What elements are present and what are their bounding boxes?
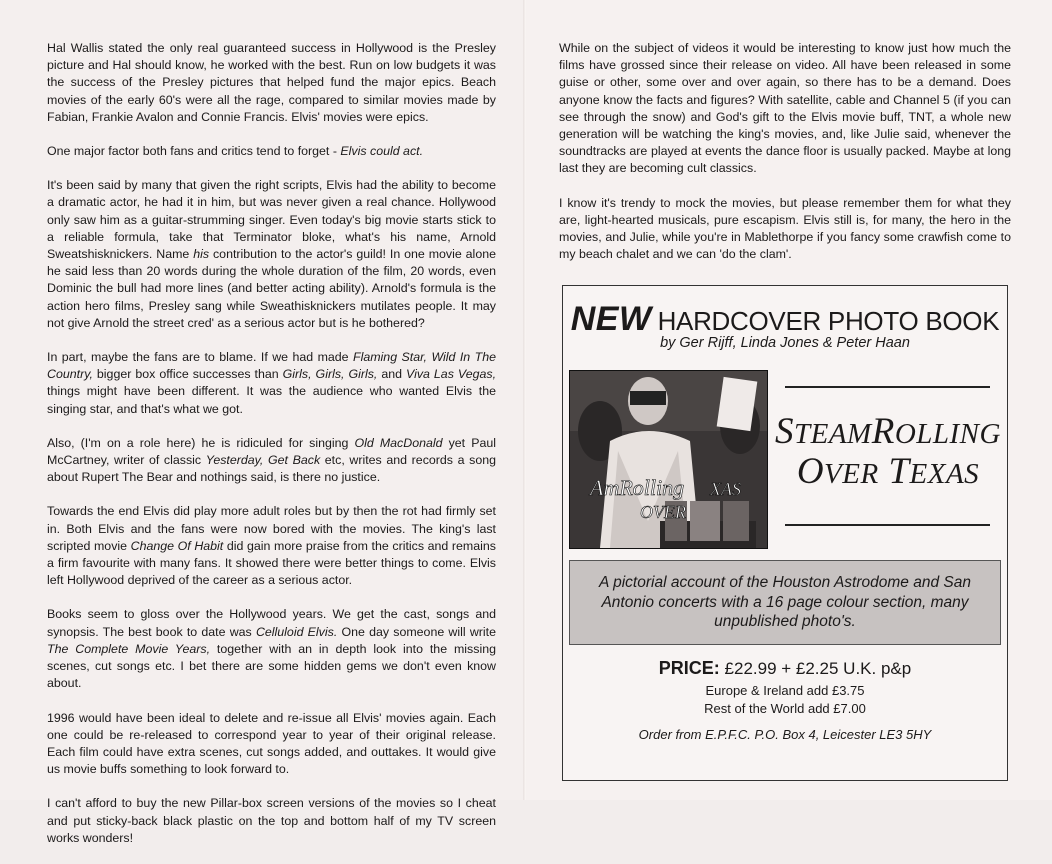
advert-headline-text: HARDCOVER PHOTO BOOK [657, 306, 1000, 336]
article-paragraph: In part, maybe the fans are to blame. If we had made Flaming Star, Wild In The Country, bigger box office successes than Girls, Girls, Girls, and Viva Las Vegas, things might have been different. It was the audience who wanted Elvis the singing star, and that's what we got. [47, 350, 497, 416]
article-paragraph: Towards the end Elvis did play more adult roles but by then the rot had firmly set in. Both Elvis and the fans were now bored with the movies. The king's last scripted movie Change Of Habit did gain more praise from the critics and remains a firm favourite with many fans. It showed there were better things to come. Elvis left Hollywood deprived of the career as a serious actor. [47, 504, 496, 588]
world-shipping: Rest of the World add £7.00 [704, 701, 866, 716]
price-label: PRICE: [658, 658, 720, 678]
article-paragraph: Books seem to gloss over the Hollywood years. We get the cast, songs and synopsis. The best book to date was Celluloid Elvis. One day someone will write The Complete Movie Years, together with an in depth look into the missing scenes, cut songs etc. I bet there are some hidden gems we don't even know about. [47, 607, 496, 691]
article-paragraph: Also, (I'm on a role here) he is ridiculed for singing Old MacDonald yet Paul McCartney, writer of classic Yesterday, Get Back etc, writes and records a song about Rupert The Bear and nothings said, is there no justice. [47, 435, 497, 485]
book-cover-photo [569, 370, 768, 549]
advert-new-label: NEW [570, 300, 652, 338]
advert-authors: by Ger Rijff, Linda Jones & Peter Haan [660, 335, 910, 351]
svg-text:OVER: OVER [640, 502, 686, 522]
book-title-line-1: STEAMROLLING [775, 411, 1001, 452]
left-article-column [47, 40, 496, 864]
article-paragraph: Hal Wallis stated the only real guaranteed success in Hollywood is the Presley picture and Hal should know, he worked with the best. Run on low budgets it was the success of the Presley pictures that helped fund the major epics. Beach movies of the early 60's were all the rage, compared to similar movies made by Fabian, Frankie Avalon and Connie Francis. Elvis' movies were epics. [47, 41, 496, 124]
right-article-column [559, 40, 1011, 280]
article-paragraph: It's been said by many that given the right scripts, Elvis had the ability to become a dramatic actor, he had it in him, but was never given a real chance. Hollywood only saw him as a guitar-strumming singer. Even today's big movie starts stick to a reliable formula, take that Terminator bloke, what's his name, Arnold Sweatshisknickers. Name his contribution to the actor's guild! In one movie alone he said less than 20 words during the whole duration of the film, 20 words, even Dominic the bull had more lines (and better acting ability). Arnold's formula is the action hero films, Presley sang while Sweathisknickers mutilates people. It may not give Arnold the street cred' as a serious actor but is he bothered? [47, 178, 496, 330]
title-top-rule [785, 386, 990, 388]
book-title-line-2: OVER TEXAS [796, 451, 980, 492]
article-paragraph: I can't afford to buy the new Pillar-box screen versions of the movies so I cheat and put sticky-back black plastic on the top and bottom half of my TV screen works wonders! [47, 796, 496, 845]
article-paragraph: While on the subject of videos it would be interesting to know just how much the films have grossed since their release on video. All have been released in some guise or other, some over and over again, so there has to be a demand. Does anyone know the facts and figures? With satellite, cable and Channel 5 (if you can see through the snow) and God's gift to the Elvis movie buff, TNT, a whole new generation will be watching the king's movies, and, like Julie said, whenever the soundtracks are played at events the dance floor is usually packed. Maybe at long last they are becoming cult classics. [559, 41, 1011, 176]
article-paragraph: I know it's trendy to mock the movies, but please remember them for what they are, light-hearted musicals, pure escapism. Elvis still is, for many, the hero in the movies, and Julie, while you're in Mablethorpe if you fancy some crawfish come to my beach chalet and we can 'do the clam'. [559, 195, 1011, 262]
article-paragraph: One major factor both fans and critics tend to forget - Elvis could act. [47, 144, 424, 159]
advert-description-text: A pictorial account of the Houston Astrodome and San Antonio concerts with a 16 page colour section, many unpublished photo's. [599, 574, 971, 631]
europe-shipping: Europe & Ireland add £3.75 [705, 683, 865, 698]
order-address: Order from E.P.F.C. P.O. Box 4, Leicester LE3 5HY [638, 727, 932, 742]
svg-text:XAS: XAS [710, 479, 741, 499]
book-cover-illustration [570, 371, 767, 548]
book-advert [562, 285, 1008, 781]
svg-text:AmRolling: AmRolling [590, 475, 685, 500]
article-paragraph: 1996 would have been ideal to delete and re-issue all Elvis' movies again. Each one could be re-released to correspond year to year of their original release. Each film could have extra scenes, cut songs added, and outtakes. It would give us movie buffs something to look forward to. [47, 710, 496, 777]
advert-price [563, 658, 1007, 679]
left-page [0, 0, 526, 845]
right-page [526, 0, 1052, 800]
advert-headline [563, 300, 1007, 339]
book-title [775, 413, 1001, 493]
advert-description [569, 560, 1001, 645]
title-bottom-rule [785, 524, 990, 526]
price-value: £22.99 + £2.25 U.K. p&p [724, 659, 912, 678]
